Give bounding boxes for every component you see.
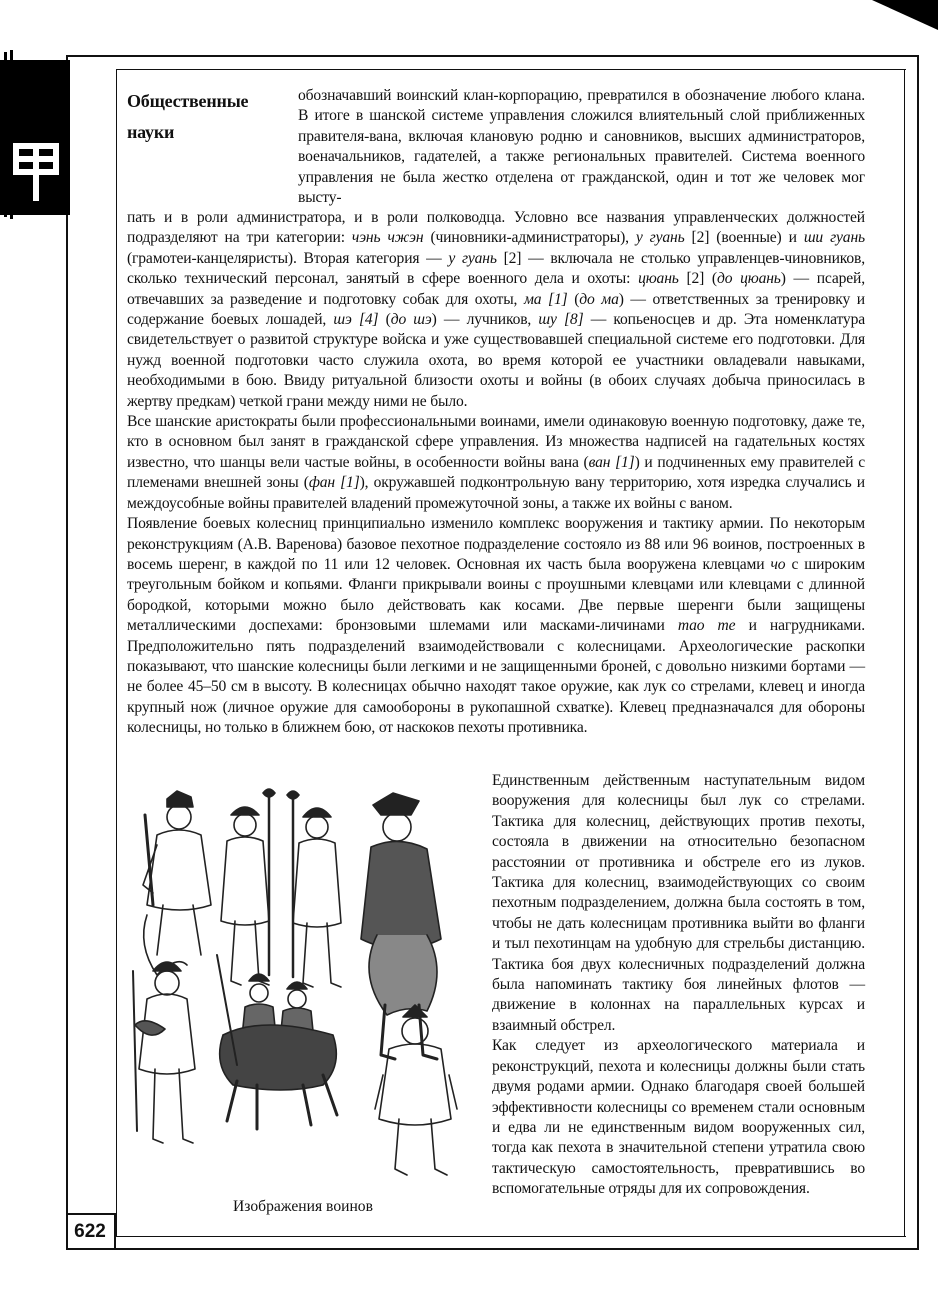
paragraph-aristocrats [127, 412, 865, 514]
warrior-figure [287, 791, 341, 987]
text-run: Появление боевых колесниц принципиально изменило комплекс вооружения и тактику армии. По некоторым реконструкциям (А.В. Варенова) базовое пехотное подразделение состояло из 88 или 96 воинов, построенных в восемь шеренг, в каждой по 11 или 12 человек. Основная их часть была вооружена клевцами [127, 515, 865, 573]
text-run: Все шанские аристократы были профессиональными воинами, имели одинаковую военную подготовку, даже те, кто в основном был занят в гражданской сфере управления. Из множества надписей на гадательных костях известно, что шанцы вели частые войны, в особенности войны вана ( [127, 413, 865, 471]
italic-term: у гуань [448, 249, 497, 267]
frame-rule-bottom [116, 1236, 906, 1237]
figure-caption: Изображения воинов [233, 1198, 373, 1215]
paragraph-chariots [127, 514, 865, 738]
italic-term: до ма [579, 290, 619, 308]
text-run: пать и в роли администратора, и в роли полководца. Условно все названия управленческих должностей подразделяют на три категории: [127, 209, 865, 247]
italic-term: чэнь чжэн [351, 229, 424, 247]
italic-term: тао те [677, 617, 736, 635]
italic-term: шу [8] [538, 311, 584, 329]
warrior-figure [133, 962, 195, 1143]
horsemen-figure [217, 955, 337, 1129]
rubric-line-2: науки [127, 122, 175, 142]
rubric-line-1: Общественные [127, 91, 249, 111]
italic-term: у гуань [635, 229, 685, 247]
warrior-figure [361, 793, 441, 1059]
text-run: [2] — включала не столько управленцев-чиновников, сколько технический персонал, занятый в сфере военного дела и охоты: [127, 249, 866, 288]
text-run: ) — псарей, отвечавших за разведение и подготовку собак для охоты, [127, 270, 865, 308]
text-run: [2] (военные) и [684, 229, 804, 247]
italic-term: ма [1] [523, 290, 568, 308]
text-run: ( [378, 311, 391, 329]
text-run: ( [567, 290, 580, 308]
warriors-illustration [127, 785, 479, 1185]
side-text [492, 771, 865, 1200]
frame-rule-left [116, 69, 117, 1237]
italic-term: фан [1] [308, 474, 360, 492]
italic-term: ши гуань [803, 229, 865, 247]
italic-term: ван [1] [588, 453, 635, 471]
italic-term: до шэ [390, 311, 432, 329]
text-run: ), окружавшей подконтрольную вану территорию, хотя изредка случались и междоусобные войны правителей владений промежуточной зоны, а также их войны с ваном. [127, 474, 865, 512]
section-rubric [127, 86, 287, 148]
warrior-figure [375, 1005, 457, 1175]
corner-wedge-icon [872, 0, 938, 30]
paragraph-chariot-tactics: Единственным действенным наступательным видом вооружения для колесницы был лук со стрелами. Тактика для колесниц, действующих против пехоты, состояла в движении на относительно безопасном расстоянии от противника и обстреле его из луков. Тактика для колесниц, взаимодействующих со своим пехотным подразделением, должна была состоять в том, чтобы не дать колесницам противника выйти во фланги и тыл пехотинцам на удобную для стрельбы дистанцию. Тактика боя двух колесничных подразделений должна была напоминать тактику боя линейных флотов — движение в колоннах на параллельных курсах и взаимный обстрел. [492, 772, 865, 1034]
frame-rule-right [904, 69, 905, 1237]
warrior-figure [221, 789, 275, 985]
text-run: и нагрудниками. Предположительно пять подразделений взаимодействовали с колесницами. Археологические раскопки показывают, что шанские колесницы были легкими и не защищенными броней, с довольно низкими бортами — не более 45–50 см в высоту. В колесницах обычно находят такое оружие, как лук со стрелами, клевец и иногда крупный нож (личное оружие для самообороны в рукопашной схватке). Клевец предназначался для обороны колесницы, но только в ближнем бою, от наскоков пехоты противника. [127, 617, 865, 737]
text-run: ) — лучников, [431, 311, 539, 329]
jia-character-icon [10, 138, 62, 202]
italic-term: чо [770, 555, 786, 573]
tab-tick-top-icon [2, 50, 22, 64]
text-run: — копьеносцев и др. Эта номенклатура свидетельствует о развитой структуре войска и уже существовавшей специальной системе его подготовки. Для нужд военной подготовки часто служила охота, во время которой ее участники овладевали навыками, необходимыми в бою. Ввиду ритуальной близости охоты и войны (в обоих случаях добыча приносилась в жертву предкам) четкой грани между ними не было. [127, 311, 865, 410]
text-run: (грамотеи-канцеляристы). Вторая категория — [127, 249, 449, 267]
italic-term: до цюань [716, 270, 781, 288]
section-tab [0, 60, 70, 215]
italic-term: цюань [638, 270, 679, 288]
text-run: ) и подчиненных ему правителей с племенами внешней зоны ( [127, 453, 865, 492]
italic-term: шэ [4] [333, 311, 379, 329]
main-text [127, 208, 865, 739]
paragraph-army-branches: Как следует из археологического материала и реконструкций, пехота и колесницы должны были стать двумя родами армии. Однако благодаря своей большей эффективности колесницы со временем стали основным и едва ли не единственным видом вооруженных сил, тогда как пехота в значительной степени утратила свою тактическую самостоятельность, превратившись во вспомогательные отряды для их сопровождения. [492, 1037, 865, 1198]
text-run: с широким треугольным бойком и копьями. Фланги прикрывали воины с проушными клевцами или клевцами с длинной бородкой, которыми можно было действовать как косами. Две первые шеренги были защищены металлическими доспехами: бронзовыми шлемами или масками-личинами [127, 555, 865, 635]
text-run: (чиновники-администраторы), [423, 229, 636, 247]
page-number: 622 [66, 1213, 116, 1249]
tab-tick-bottom-icon [2, 205, 22, 219]
text-run: ) — ответственных за тренировку и содержание боевых лошадей, [127, 290, 866, 329]
warrior-figure [143, 791, 211, 975]
frame-rule-top [116, 69, 906, 70]
intro-text [298, 86, 865, 208]
paragraph-officials [127, 208, 865, 412]
text-run: [2] ( [678, 270, 717, 288]
intro-paragraph: обозначавший воинский клан-корпорацию, превратился в обозначение любого клана. В итоге в шанской системе управления сложился влиятельный слой приближенных правителя-вана, включая клановую родню и сановников, высших администраторов, военачальников, гадателей, а также региональных правителей. Система военного управления не была жестко отделена от гражданской, один и тот же человек мог высту- [298, 87, 865, 207]
